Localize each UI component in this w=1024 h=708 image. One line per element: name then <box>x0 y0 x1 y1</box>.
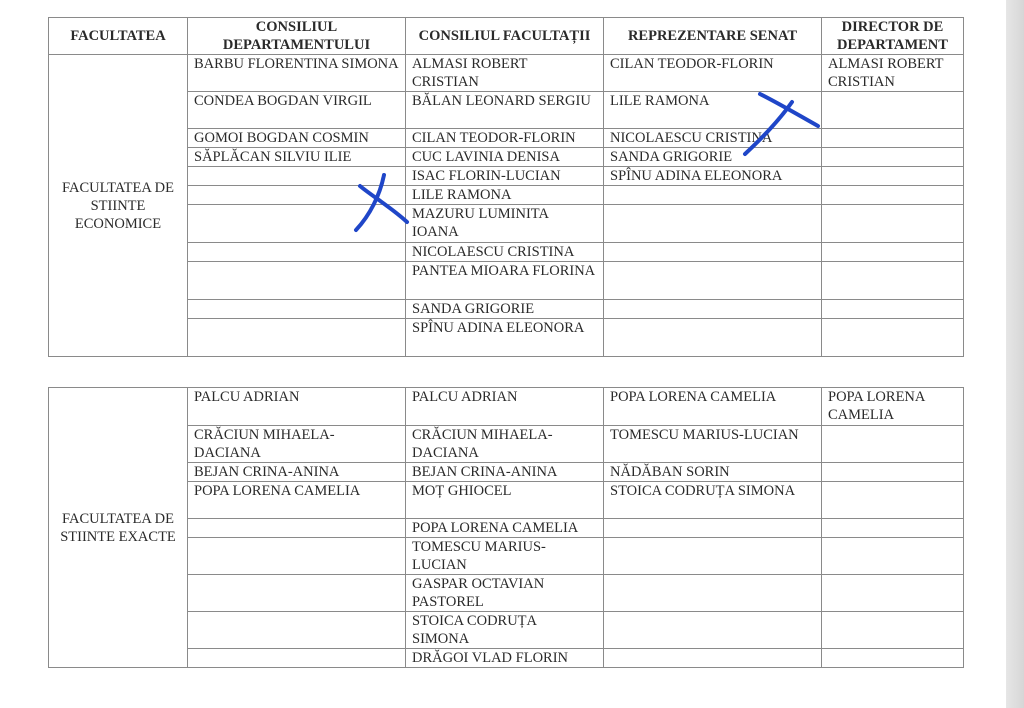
cell-consiliul-departamentului: POPA LORENA CAMELIA <box>188 482 406 519</box>
header-reprezentare-senat: REPREZENTARE SENAT <box>604 18 822 55</box>
cell-consiliul-facultatii: PANTEA MIOARA FLORINA <box>406 262 604 300</box>
cell-consiliul-departamentului: BARBU FLORENTINA SIMONA <box>188 55 406 92</box>
cell-consiliul-facultatii: BEJAN CRINA-ANINA <box>406 463 604 482</box>
cell-consiliul-departamentului <box>188 575 406 612</box>
cell-consiliul-facultatii: MAZURU LUMINITA IOANA <box>406 205 604 243</box>
cell-reprezentare-senat <box>604 612 822 649</box>
cell-director-departament: ALMASI ROBERT CRISTIAN <box>822 55 964 92</box>
cell-consiliul-facultatii: SPÎNU ADINA ELEONORA <box>406 319 604 357</box>
cell-consiliul-facultatii: ISAC FLORIN-LUCIAN <box>406 167 604 186</box>
cell-consiliul-facultatii: TOMESCU MARIUS-LUCIAN <box>406 538 604 575</box>
cell-reprezentare-senat <box>604 575 822 612</box>
cell-director-departament <box>822 519 964 538</box>
cell-reprezentare-senat <box>604 243 822 262</box>
cell-consiliul-facultatii: PALCU ADRIAN <box>406 388 604 426</box>
faculty-name: FACULTATEA DE STIINTE EXACTE <box>49 388 188 668</box>
cell-director-departament <box>822 319 964 357</box>
cell-consiliul-facultatii: LILE RAMONA <box>406 186 604 205</box>
cell-director-departament <box>822 148 964 167</box>
cell-reprezentare-senat <box>604 205 822 243</box>
cell-reprezentare-senat <box>604 186 822 205</box>
cell-reprezentare-senat: SPÎNU ADINA ELEONORA <box>604 167 822 186</box>
cell-consiliul-departamentului <box>188 167 406 186</box>
cell-reprezentare-senat <box>604 319 822 357</box>
cell-consiliul-facultatii: NICOLAESCU CRISTINA <box>406 243 604 262</box>
cell-director-departament <box>822 262 964 300</box>
table-header <box>49 18 964 55</box>
header-facultatea: FACULTATEA <box>49 18 188 55</box>
cell-consiliul-departamentului <box>188 186 406 205</box>
cell-director-departament <box>822 426 964 463</box>
cell-consiliul-departamentului: CRĂCIUN MIHAELA-DACIANA <box>188 426 406 463</box>
table-exacte <box>48 387 964 668</box>
cell-consiliul-facultatii: GASPAR OCTAVIAN PASTOREL <box>406 575 604 612</box>
cell-consiliul-facultatii: CUC LAVINIA DENISA <box>406 148 604 167</box>
cell-consiliul-facultatii: CILAN TEODOR-FLORIN <box>406 129 604 148</box>
cell-director-departament <box>822 575 964 612</box>
header-director-departament: DIRECTOR DE DEPARTAMENT <box>822 18 964 55</box>
cell-reprezentare-senat <box>604 300 822 319</box>
table-row <box>49 55 964 92</box>
cell-director-departament <box>822 538 964 575</box>
page-edge <box>1006 0 1024 708</box>
cell-consiliul-departamentului: PALCU ADRIAN <box>188 388 406 426</box>
cell-consiliul-departamentului <box>188 205 406 243</box>
table-row <box>49 388 964 426</box>
cell-reprezentare-senat: LILE RAMONA <box>604 92 822 129</box>
cell-director-departament <box>822 612 964 649</box>
cell-reprezentare-senat: STOICA CODRUȚA SIMONA <box>604 482 822 519</box>
cell-consiliul-departamentului <box>188 243 406 262</box>
cell-consiliul-facultatii: ALMASI ROBERT CRISTIAN <box>406 55 604 92</box>
cell-consiliul-facultatii: DRĂGOI VLAD FLORIN <box>406 649 604 668</box>
cell-reprezentare-senat: CILAN TEODOR-FLORIN <box>604 55 822 92</box>
cell-consiliul-facultatii: BĂLAN LEONARD SERGIU <box>406 92 604 129</box>
cell-reprezentare-senat: POPA LORENA CAMELIA <box>604 388 822 426</box>
cell-consiliul-departamentului <box>188 538 406 575</box>
cell-director-departament <box>822 186 964 205</box>
cell-reprezentare-senat: NICOLAESCU CRISTINA <box>604 129 822 148</box>
cell-director-departament: POPA LORENA CAMELIA <box>822 388 964 426</box>
cell-reprezentare-senat <box>604 519 822 538</box>
cell-director-departament <box>822 243 964 262</box>
header-consiliul-departamentului: CONSILIUL DEPARTAMENTULUI <box>188 18 406 55</box>
cell-consiliul-departamentului: CONDEA BOGDAN VIRGIL <box>188 92 406 129</box>
cell-director-departament <box>822 463 964 482</box>
faculty-name: FACULTATEA DE STIINTE ECONOMICE <box>49 55 188 357</box>
cell-consiliul-departamentului: SĂPLĂCAN SILVIU ILIE <box>188 148 406 167</box>
cell-director-departament <box>822 129 964 148</box>
cell-director-departament <box>822 167 964 186</box>
cell-consiliul-departamentului: BEJAN CRINA-ANINA <box>188 463 406 482</box>
cell-consiliul-departamentului <box>188 262 406 300</box>
cell-reprezentare-senat <box>604 538 822 575</box>
table-economice <box>48 17 964 357</box>
cell-consiliul-departamentului: GOMOI BOGDAN COSMIN <box>188 129 406 148</box>
cell-reprezentare-senat: SANDA GRIGORIE <box>604 148 822 167</box>
cell-director-departament <box>822 205 964 243</box>
cell-reprezentare-senat: NĂDĂBAN SORIN <box>604 463 822 482</box>
cell-consiliul-departamentului <box>188 519 406 538</box>
cell-director-departament <box>822 482 964 519</box>
cell-consiliul-facultatii: STOICA CODRUȚA SIMONA <box>406 612 604 649</box>
cell-consiliul-departamentului <box>188 649 406 668</box>
cell-director-departament <box>822 649 964 668</box>
cell-consiliul-departamentului <box>188 612 406 649</box>
cell-consiliul-facultatii: POPA LORENA CAMELIA <box>406 519 604 538</box>
cell-consiliul-facultatii: MOȚ GHIOCEL <box>406 482 604 519</box>
header-consiliul-facultatii: CONSILIUL FACULTAȚII <box>406 18 604 55</box>
cell-consiliul-facultatii: SANDA GRIGORIE <box>406 300 604 319</box>
cell-reprezentare-senat <box>604 262 822 300</box>
cell-director-departament <box>822 300 964 319</box>
cell-reprezentare-senat <box>604 649 822 668</box>
cell-consiliul-departamentului <box>188 300 406 319</box>
cell-consiliul-departamentului <box>188 319 406 357</box>
cell-reprezentare-senat: TOMESCU MARIUS-LUCIAN <box>604 426 822 463</box>
cell-director-departament <box>822 92 964 129</box>
cell-consiliul-facultatii: CRĂCIUN MIHAELA-DACIANA <box>406 426 604 463</box>
